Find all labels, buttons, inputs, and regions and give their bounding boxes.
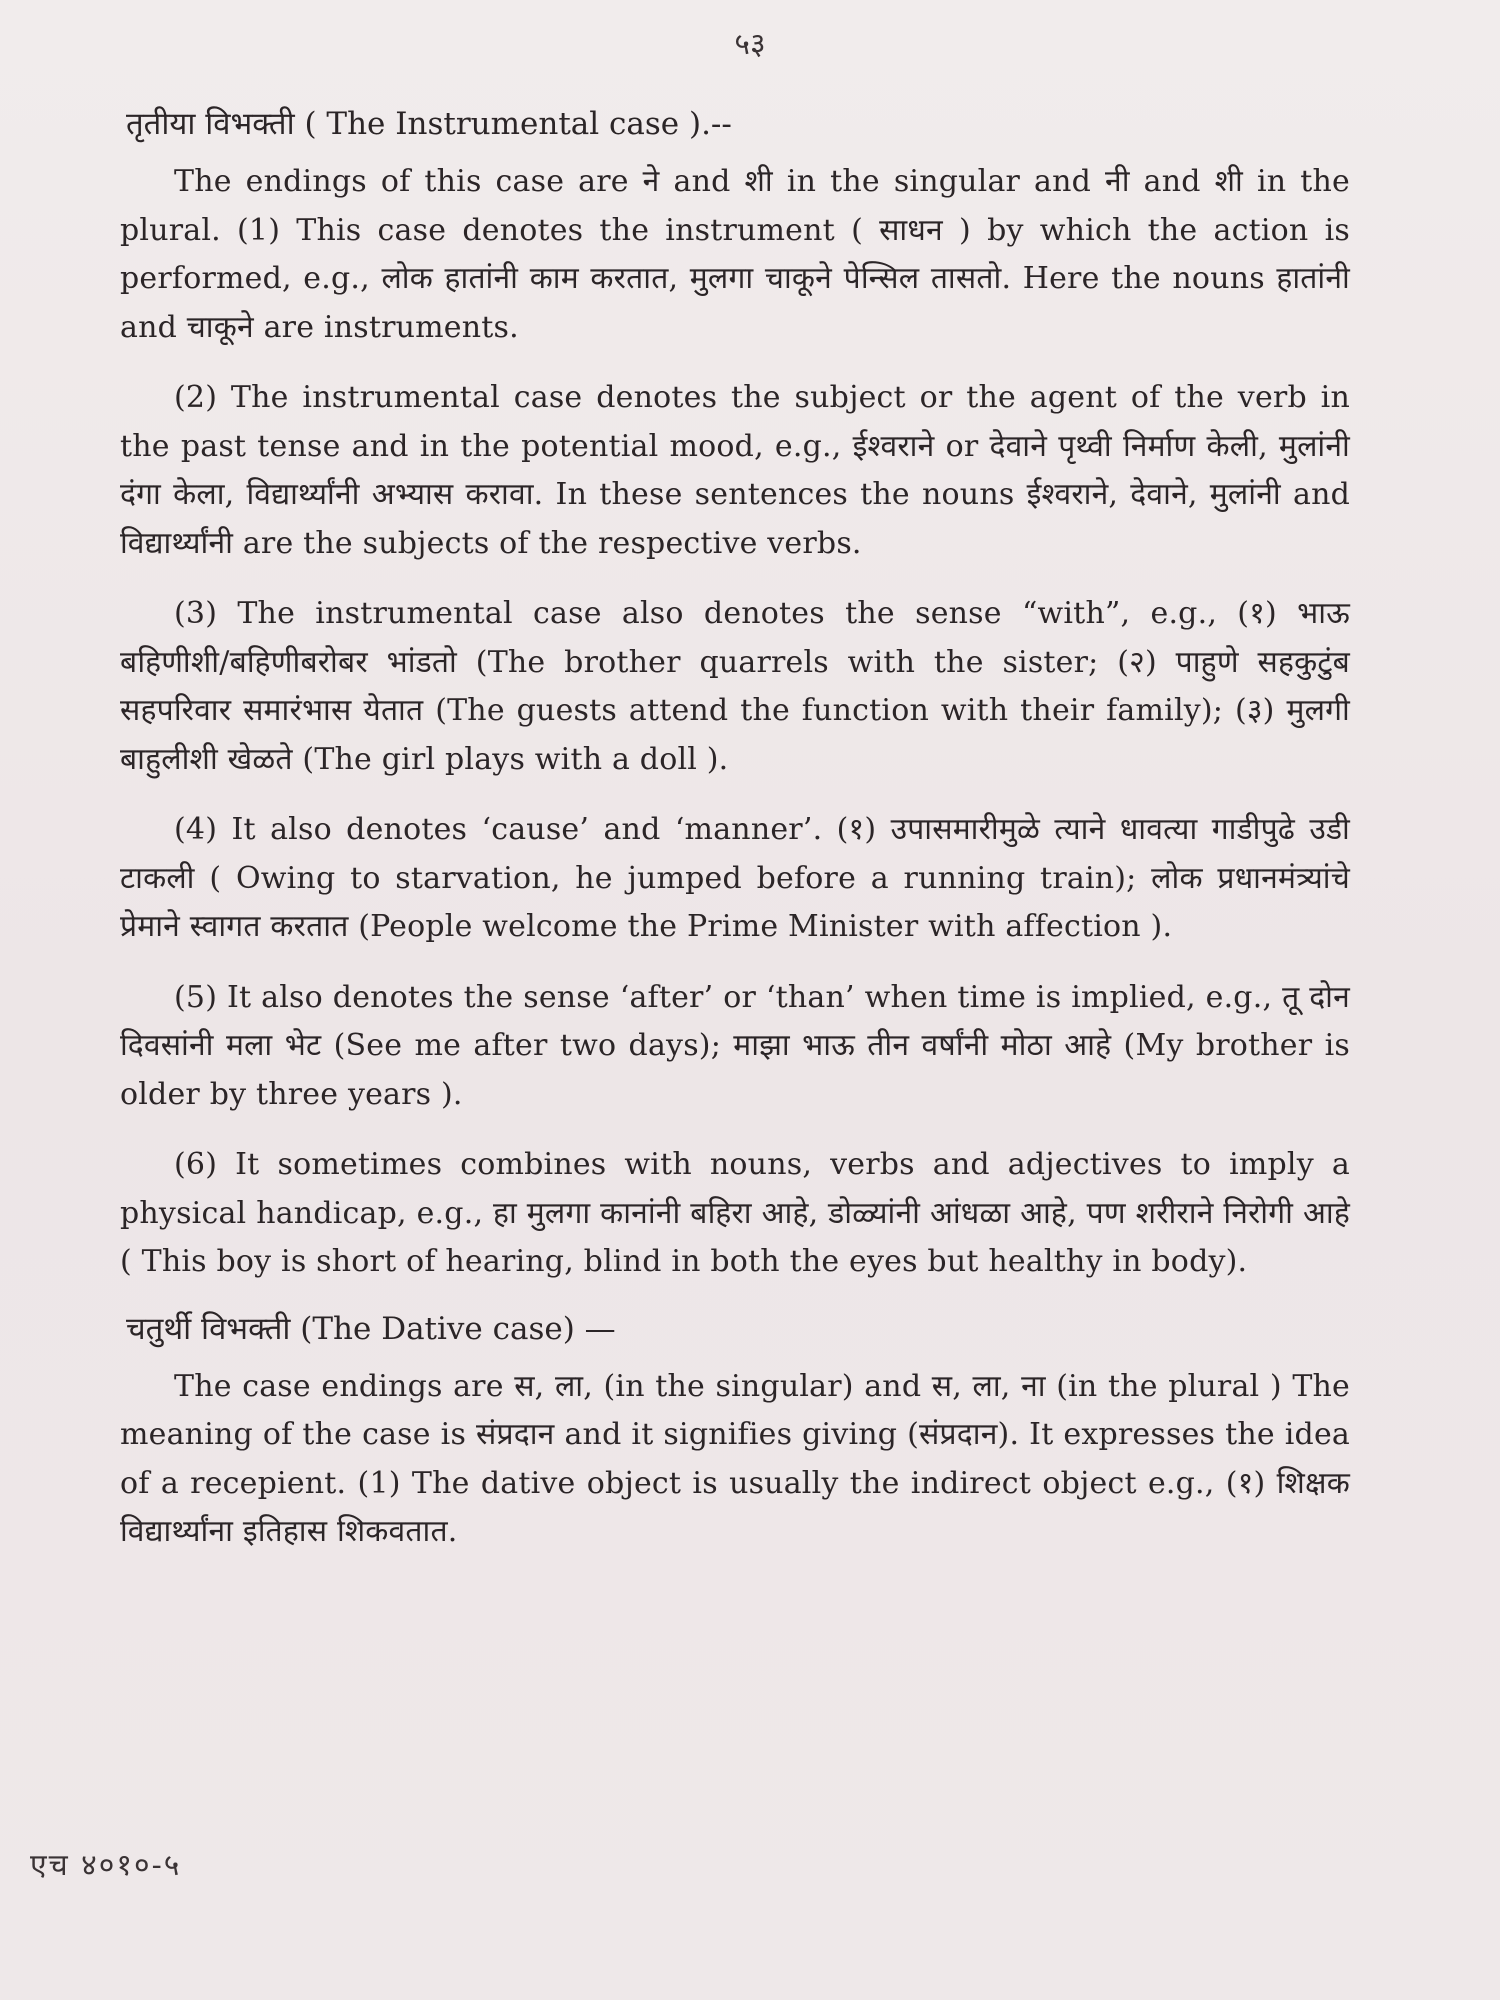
- paragraph: (2) The instrumental case denotes the subject or the agent of the verb in the past tense and in the potential mood, e.g., ईश्वराने or देवाने पृथ्वी निर्माण केली, मुलांनी दंगा केला, विद्यार्थ्यांनी अभ्यास करावा. In these sentences the nouns ईश्वराने, देवाने, मुलांनी and विद्यार्थ्यांनी are the subjects of the respective verbs.: [120, 380, 1350, 561]
- section-heading-dative: चतुर्थी विभक्ती (The Dative case) —: [126, 1310, 616, 1347]
- section-heading-instrumental: तृतीया विभक्ती ( The Instrumental case ).--: [126, 106, 732, 142]
- paragraph: The endings of this case are ने and शी in the singular and नी and शी in the plural. (1) This case denotes the instrument ( साधन ) by which the action is performed, e.g., लोक हातांनी काम करतात, मुलगा चाकूने पेन्सिल तासतो. Here the nouns हातांनी and चाकूने are instruments.: [120, 164, 1350, 345]
- paragraph: (5) It also denotes the sense ‘after’ or ‘than’ when time is implied, e.g., तू दोन दिवसांनी मला भेट (See me after two days); माझा भाऊ तीन वर्षांनी मोठा आहे (My brother is older by three years ).: [120, 979, 1350, 1112]
- page-number: ५३: [734, 27, 766, 62]
- paragraph: (4) It also denotes ‘cause’ and ‘manner’. (१) उपासमारीमुळे त्याने धावत्या गाडीपुढे उडी टाकली ( Owing to starvation, he jumped before a running train); लोक प्रधानमंत्र्यांचे प्रेमाने स्वागत करतात (People welcome the Prime Minister with affection ).: [120, 812, 1350, 944]
- paragraph: (6) It sometimes combines with nouns, verbs and adjectives to imply a physical handicap, e.g., हा मुलगा कानांनी बहिरा आहे, डोळ्यांनी आंधळा आहे, पण शरीराने निरोगी आहे ( This boy is short of hearing, blind in both the eyes but healthy in body).: [120, 1147, 1350, 1279]
- paragraph: (3) The instrumental case also denotes the sense “with”, e.g., (१) भाऊ बहिणीशी/बहिणीबरोबर भांडतो (The brother quarrels with the sister; (२) पाहुणे सहकुटुंब सहपरिवार समारंभास येतात (The guests attend the function with their family); (३) मुलगी बाहुलीशी खेळते (The girl plays with a doll ).: [120, 596, 1350, 777]
- page-footer: एच ४०१०-५: [30, 1848, 182, 1883]
- paragraph: The case endings are स, ला, (in the singular) and स, ला, ना (in the plural ) The meaning of the case is संप्रदान and it signifies giving (संप्रदान). It expresses the idea of a recepient. (1) The dative object is usually the indirect object e.g., (१) शिक्षक विद्यार्थ्यांना इतिहास शिकवतात.: [120, 1368, 1350, 1549]
- page-content: [120, 100, 1350, 1579]
